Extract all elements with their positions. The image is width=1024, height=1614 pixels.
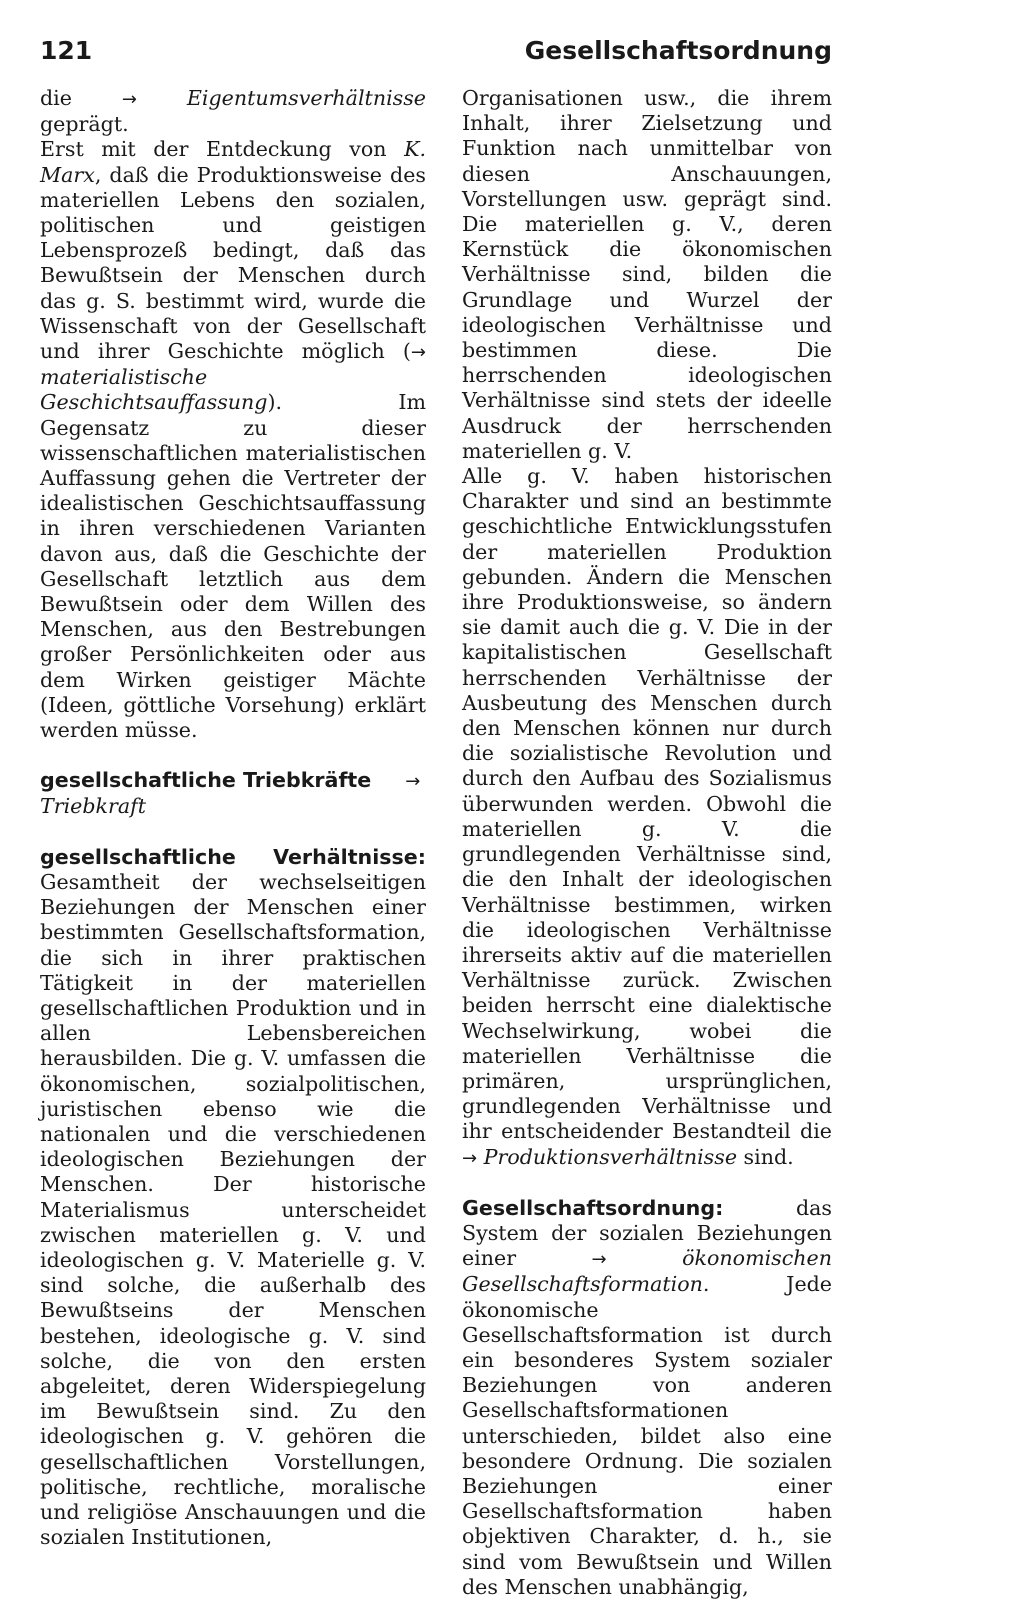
paragraph-historical-character: Alle g. V. haben historischen Charakter und sind an bestimmte geschichtliche Entwicklungsstufen der materiellen Produktion gebunden. Ändern die Menschen ihre Produktionsweise, so ändern sie damit auch die g. V. Die in der kapitalistischen Gesellschaft herrschenden Verhältnisse der Ausbeutung des Menschen durch den Menschen können nur durch die sozialistische Revolution und durch den Aufbau des Sozialismus überwunden werden. Obwohl die materiellen g. V. die grundlegenden Verhältnisse sind, die den Inhalt der ideologischen Verhältnisse bestimmen, wirken die ideologischen Verhältnisse ihrerseits aktiv auf die materiellen Verhältnisse zurück. Zwischen beiden herrscht eine dialektische Wechselwirkung, wobei die materiellen Verhältnisse die primären, ursprünglichen, grundlegenden Verhältnisse und ihr entscheidender Bestandteil die → Produktionsverhältnisse sind. bbox=[462, 464, 832, 1169]
entry-verhaeltnisse bbox=[40, 845, 426, 1551]
cross-reference: Produktionsverhältnisse bbox=[483, 1144, 738, 1169]
page-header bbox=[40, 36, 832, 76]
right-column bbox=[462, 86, 832, 1600]
author-name: K. Marx bbox=[40, 137, 426, 187]
paragraph-intro: die → Eigentumsverhältnisse geprägt. bbox=[40, 86, 426, 137]
entry-text: Gesamtheit der wechselseitigen Beziehungen der Menschen einer bestimmten Gesellschaftsformation, die sich in ihrer praktischen Tätigkeit in der materiellen gesellschaftlichen Produktion und in allen Lebensbereichen herausbilden. Die g. V. umfassen die ökonomischen, sozialpolitischen, juristischen ebenso wie die nationalen und die verschiedenen ideologischen Beziehungen der Menschen. Der historische Materialismus unterscheidet zwischen materiellen g. V. und ideologischen g. V. Materielle g. V. sind solche, die außerhalb des Bewußtseins der Menschen bestehen, ideologische g. V. sind solche, die von den ersten abgeleitet, deren Widerspiegelung im Bewußtsein sind. Zu den ideologischen g. V. gehören die gesellschaftlichen Vorstellungen, politische, rechtliche, moralische und religiöse Anschauungen und die sozialen Institutionen, bbox=[40, 869, 426, 1550]
arrow-icon: → bbox=[405, 771, 421, 793]
paragraph-history: Erst mit der Entdeckung von K. Marx, daß die Produktionsweise des materiellen Lebens den sozialen, politischen und geistigen Lebensprozeß bedingt, daß das Bewußtsein der Menschen durch das g. S. bestimmt wird, wurde die Wissenschaft von der Gesellschaft und ihrer Geschichte möglich (→ materialistische Geschichtsauffassung). Im Gegensatz zu dieser wissenschaftlichen materialistischen Auffassung gehen die Vertreter der idealistischen Geschichtsauffassung in ihren verschiedenen Varianten davon aus, daß die Geschichte der Gesellschaft letztlich aus dem Bewußtsein oder dem Willen des Menschen, aus den Bestrebungen großer Persönlichkeiten oder aus dem Wirken geistiger Mächte (Ideen, göttliche Vorsehung) erklärt werden müsse. bbox=[40, 137, 426, 743]
cross-reference: Eigentumsverhältnisse bbox=[186, 86, 426, 110]
entry-gesellschaftsordnung: Gesellschaftsordnung: das System der sozialen Beziehungen einer → ökonomischen Gesellschaftsformation. Jede ökonomische Gesellschaftsformation ist durch ein besonderes System sozialer Beziehungen von anderen Gesellschaftsformationen unterschieden, bildet also eine besondere Ordnung. Die sozialen Beziehungen einer Gesellschaftsformation haben objektiven Charakter, d. h., sie sind vom Bewußtsein und Willen des Menschen unabhängig, bbox=[462, 1195, 832, 1599]
entry-term: gesellschaftliche Verhältnisse: bbox=[40, 844, 426, 869]
left-column bbox=[40, 86, 426, 1550]
arrow-icon: → bbox=[121, 89, 137, 110]
entry-triebkraefte bbox=[40, 768, 426, 819]
cross-reference: Triebkraft bbox=[40, 794, 147, 819]
running-title: Gesellschaftsordnung bbox=[524, 36, 832, 65]
arrow-icon: → bbox=[410, 342, 426, 364]
arrow-icon: → bbox=[462, 1147, 478, 1169]
paragraph-continuation: Organisationen usw., die ihrem Inhalt, ihrer Zielsetzung und Funktion nach unmittelbar von diesen Anschauungen, Vorstellungen usw. geprägt sind. Die materiellen g. V., deren Kernstück die ökonomischen Verhältnisse sind, bilden die Grundlage und Wurzel der ideologischen Verhältnisse und bestimmen diese. Die herrschenden ideologischen Verhältnisse sind stets der ideelle Ausdruck der herrschenden materiellen g. V. bbox=[462, 86, 832, 463]
arrow-icon: → bbox=[591, 1249, 607, 1271]
entry-term: Gesellschaftsordnung: bbox=[462, 1195, 724, 1220]
cross-reference: materialistische Geschichtsauffassung bbox=[40, 365, 268, 415]
entry-term: gesellschaftliche Triebkräfte bbox=[40, 768, 372, 793]
cross-reference: ökonomischen Gesellschaftsformation bbox=[462, 1246, 832, 1297]
page-number: 121 bbox=[40, 36, 93, 65]
